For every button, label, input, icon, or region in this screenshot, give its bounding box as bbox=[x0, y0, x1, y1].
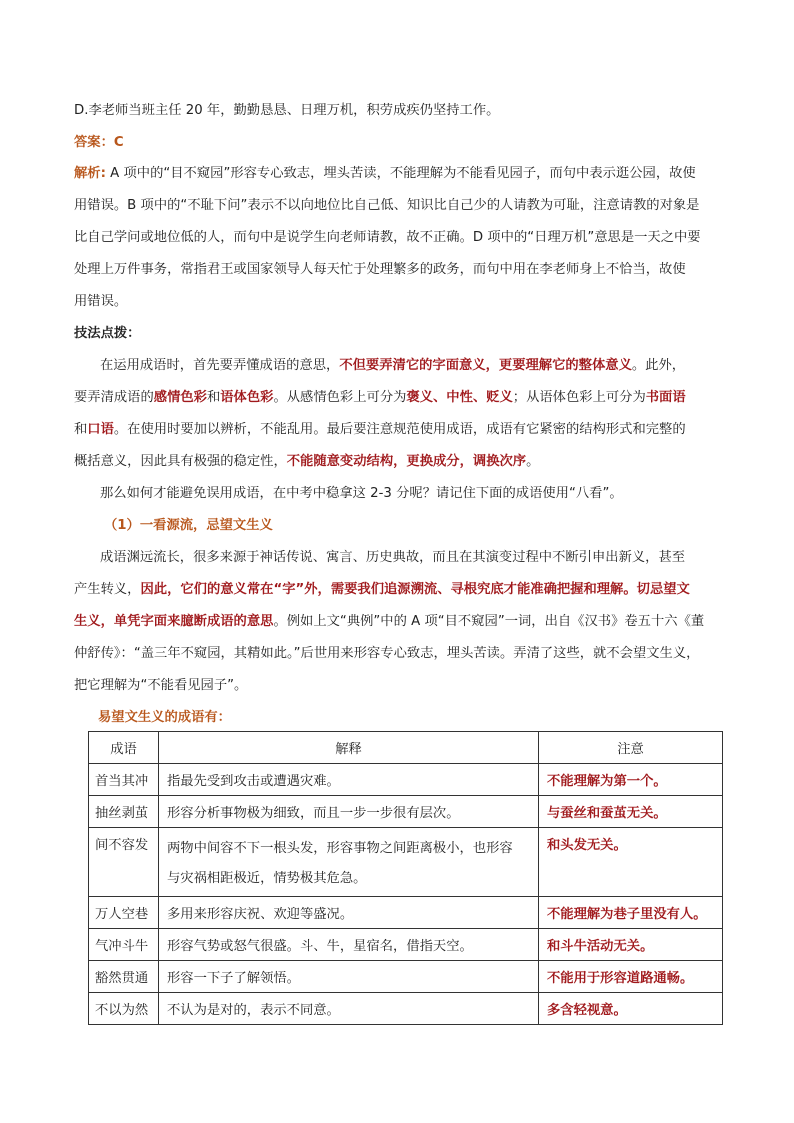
tips-emphasis: 不能随意变动结构，更换成分，调换次序 bbox=[286, 454, 527, 469]
table-row bbox=[89, 828, 723, 897]
meaning-cell: 不认为是对的，表示不同意。 bbox=[159, 993, 539, 1025]
section-1-line-4: 仲舒传》：“盖三年不窥园，其精如此。”后世用来形容专心致志，埋头苦读。弄清了这些，就不会望文生义， bbox=[74, 646, 700, 661]
tips-text: 概括意义，因此具有极强的稳定性， bbox=[74, 454, 287, 469]
meaning-line: 与灾祸相距极近，情势极其危急。 bbox=[167, 871, 367, 886]
idiom-cell: 万人空巷 bbox=[89, 897, 159, 929]
table-row bbox=[89, 764, 723, 796]
tips-text: 在运用成语时，首先要弄懂成语的意思， bbox=[100, 358, 340, 373]
section-1-heading: （1）一看源流，忌望文生义 bbox=[104, 518, 273, 533]
table-row bbox=[89, 929, 723, 961]
analysis-line-4: 处理上万件事务，常指君王或国家领导人每天忙于处理繁多的政务，而句中用在李老师身上不恰当，故使 bbox=[74, 262, 686, 277]
tips-emphasis: 感情色彩 bbox=[153, 390, 207, 405]
tips-p1-line-3 bbox=[74, 421, 724, 439]
idiom-cell: 豁然贯通 bbox=[89, 961, 159, 993]
tips-title: 技法点拨： bbox=[74, 326, 141, 341]
answer-line bbox=[74, 134, 724, 152]
tips-p1-line-4 bbox=[74, 453, 724, 471]
table-row bbox=[89, 961, 723, 993]
tips-text: 要弄清成语的 bbox=[74, 390, 154, 405]
section-emphasis: 因此，它们的意义常在“字”外，需要我们追源溯流、寻根究底才能准确把握和理解。切忌望文 bbox=[140, 582, 690, 597]
column-header-idiom: 成语 bbox=[89, 732, 159, 764]
column-header-note: 注意 bbox=[539, 732, 723, 764]
tips-p1-line-1 bbox=[100, 357, 724, 375]
tips-text: 。在使用时要加以辨析，不能乱用。最后要注意规范使用成语，成语有它紧密的结构形式和完整的 bbox=[113, 422, 686, 437]
note-cell: 和斗牛活动无关。 bbox=[539, 929, 723, 961]
analysis-line-3: 比自己学问或地位低的人，而句中是说学生向老师请教，故不正确。D 项中的“日理万机”意思是一天之中要 bbox=[74, 230, 701, 245]
table-title: 易望文生义的成语有： bbox=[98, 710, 231, 725]
section-1-line-5: 把它理解为“不能看见园子”。 bbox=[74, 678, 248, 693]
analysis-line-5: 用错误。 bbox=[74, 294, 128, 309]
idiom-cell: 首当其冲 bbox=[89, 764, 159, 796]
idiom-cell: 间不容发 bbox=[89, 828, 159, 897]
section-text: 产生转义， bbox=[74, 582, 141, 597]
idiom-cell: 抽丝剥茧 bbox=[89, 796, 159, 828]
tips-p1-line-2 bbox=[74, 389, 724, 407]
meaning-cell: 形容分析事物极为细致，而且一步一步很有层次。 bbox=[159, 796, 539, 828]
table-row bbox=[89, 993, 723, 1025]
table-row bbox=[89, 897, 723, 929]
section-emphasis: 生义，单凭字面来臆断成语的意思 bbox=[74, 614, 274, 629]
idiom-table bbox=[88, 731, 723, 1025]
meaning-cell: 形容气势或怒气很盛。斗、牛，星宿名，借指天空。 bbox=[159, 929, 539, 961]
tips-emphasis: 书面语 bbox=[645, 390, 686, 405]
tips-emphasis: 语体色彩 bbox=[220, 390, 274, 405]
analysis-label: 解析: bbox=[74, 166, 106, 181]
tips-p2: 那么如何才能避免误用成语，在中考中稳拿这 2-3 分呢？请记住下面的成语使用“八看”。 bbox=[100, 486, 623, 501]
idiom-cell: 气冲斗牛 bbox=[89, 929, 159, 961]
answer-label: 答案： bbox=[74, 135, 114, 150]
meaning-cell: 形容一下子了解领悟。 bbox=[159, 961, 539, 993]
tips-text: 。此外， bbox=[631, 358, 686, 373]
option-d: D.李老师当班主任 20 年，勤勤恳恳、日理万机，积劳成疾仍坚持工作。 bbox=[74, 103, 500, 118]
analysis-line-2: 用错误。B 项中的“不耻下问”表示不以向地位比自己低、知识比自己少的人请教为可耻，注意请教的对象是 bbox=[74, 198, 700, 213]
column-header-meaning: 解释 bbox=[159, 732, 539, 764]
section-1-line-1: 成语渊远流长，很多来源于神话传说、寓言、历史典故，而且在其演变过程中不断引申出新义，甚至 bbox=[100, 550, 686, 565]
tips-emphasis: 不但要弄清它的字面意义，更要理解它的整体意义 bbox=[339, 358, 632, 373]
note-cell: 不能理解为巷子里没有人。 bbox=[539, 897, 723, 929]
note-cell: 和头发无关。 bbox=[539, 828, 723, 897]
meaning-cell: 指最先受到攻击或遭遇灾难。 bbox=[159, 764, 539, 796]
note-cell: 不能理解为第一个。 bbox=[539, 764, 723, 796]
answer-value: C bbox=[113, 135, 124, 150]
note-cell: 多含轻视意。 bbox=[539, 993, 723, 1025]
note-cell: 与蚕丝和蚕茧无关。 bbox=[539, 796, 723, 828]
section-1-line-2 bbox=[74, 581, 724, 599]
meaning-line: 两物中间容不下一根头发，形容事物之间距离极小，也形容 bbox=[167, 841, 513, 856]
section-text: 。例如上文“典例”中的 A 项“目不窥园”一词，出自《汉书》卷五十六《董 bbox=[273, 614, 705, 629]
tips-text: 和 bbox=[74, 422, 88, 437]
tips-text: 。从感情色彩上可分为 bbox=[273, 390, 407, 405]
meaning-cell: 多用来形容庆祝、欢迎等盛况。 bbox=[159, 897, 539, 929]
tips-emphasis: 口语 bbox=[87, 422, 114, 437]
note-cell: 不能用于形容道路通畅。 bbox=[539, 961, 723, 993]
tips-text: 。 bbox=[526, 454, 540, 469]
table-row bbox=[89, 796, 723, 828]
tips-text: ；从语体色彩上可分为 bbox=[512, 390, 646, 405]
analysis-text-1: A 项中的“目不窥园”形容专心致志，埋头苦读，不能理解为不能看见园子，而句中表示逛公园，故使 bbox=[105, 166, 696, 181]
tips-emphasis: 褒义、中性、贬义 bbox=[406, 390, 513, 405]
idiom-cell: 不以为然 bbox=[89, 993, 159, 1025]
analysis-line-1 bbox=[74, 165, 724, 183]
tips-text: 和 bbox=[206, 390, 221, 405]
section-1-line-3 bbox=[74, 613, 724, 631]
meaning-cell bbox=[159, 828, 539, 897]
table-header-row bbox=[89, 732, 723, 764]
